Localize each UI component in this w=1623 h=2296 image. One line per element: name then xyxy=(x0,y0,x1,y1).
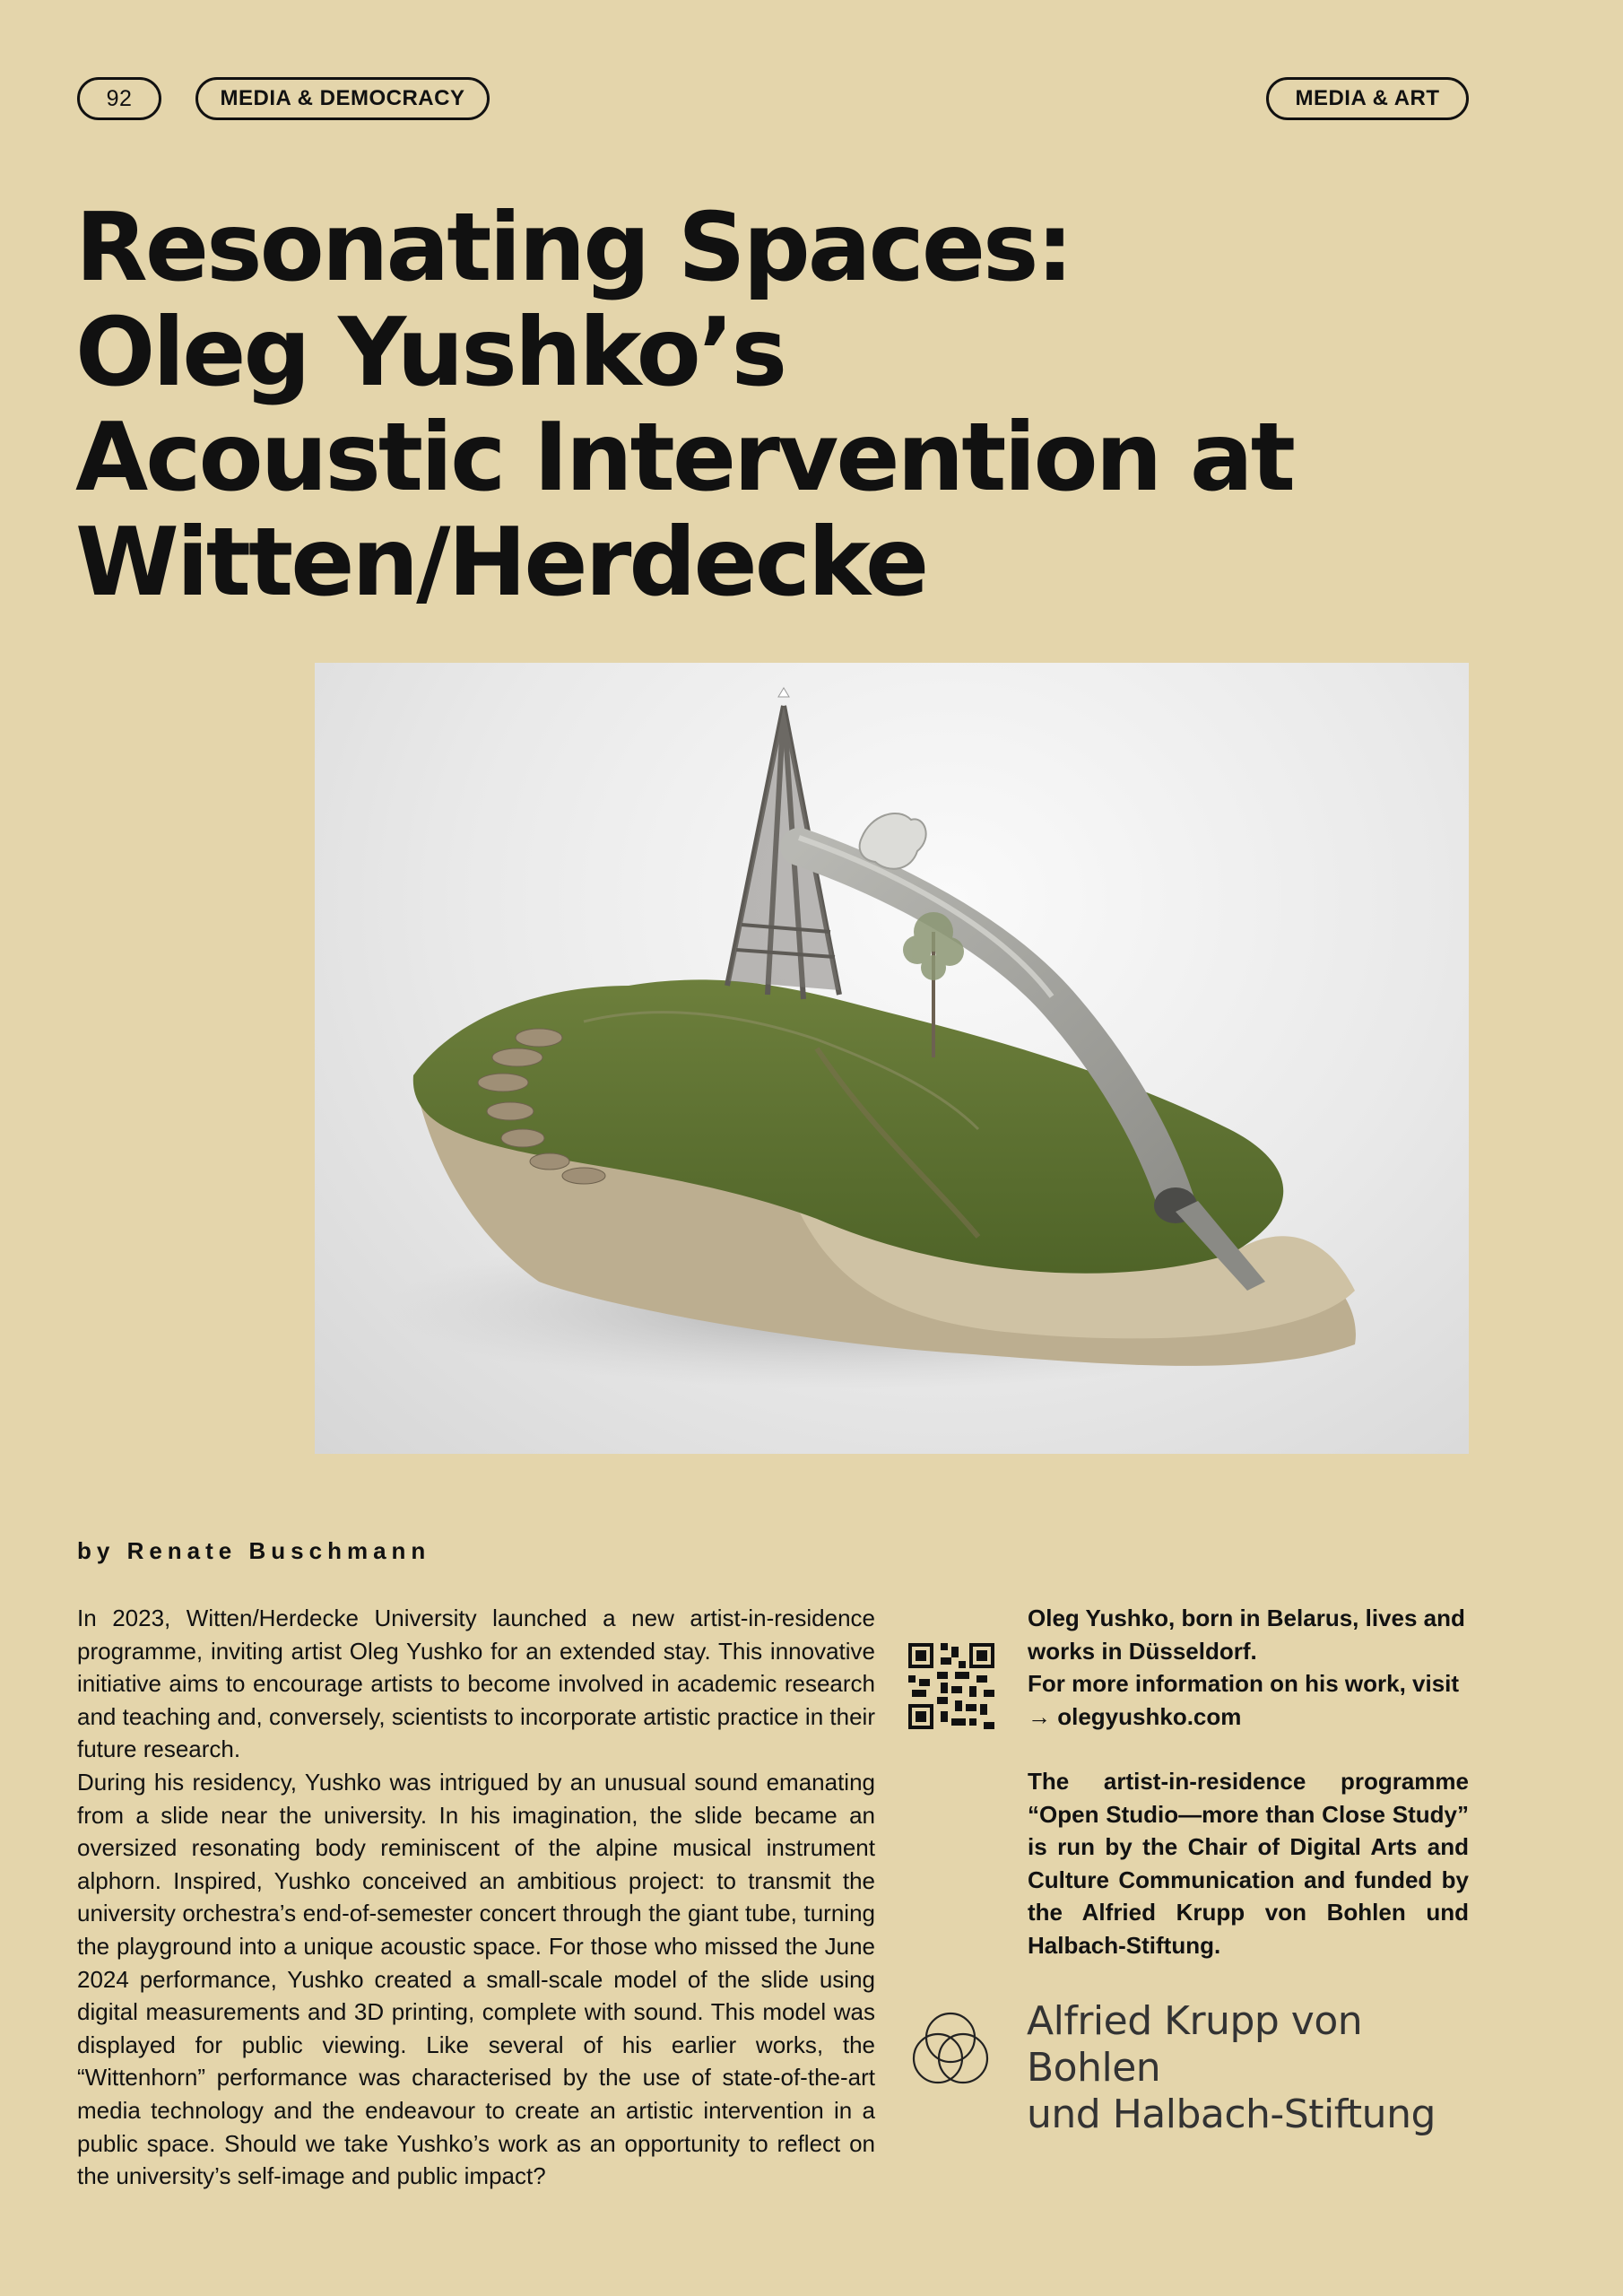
section-tag-media-democracy[interactable]: MEDIA & DEMOCRACY xyxy=(195,77,490,120)
artist-website-link[interactable]: → olegyushko.com xyxy=(1028,1702,1242,1730)
programme-info xyxy=(1028,1765,1469,1962)
title-line-1: Resonating Spaces: xyxy=(75,193,1072,302)
artist-bio: Oleg Yushko, born in Belarus, lives and works in Düsseldorf. xyxy=(1028,1605,1465,1665)
page-number: 92 xyxy=(77,77,161,120)
article-title xyxy=(75,193,1420,617)
qr-code-icon[interactable] xyxy=(908,1643,994,1729)
section-tag-media-art[interactable]: MEDIA & ART xyxy=(1266,77,1469,120)
foundation-name xyxy=(1027,1998,1493,2138)
foundation-name-line-2: und Halbach-Stiftung xyxy=(1027,2092,1436,2137)
byline: by Renate Buschmann xyxy=(77,1537,431,1564)
artist-info xyxy=(1028,1602,1469,1733)
body-paragraph-2: During his residency, Yushko was intrigued by an unusual sound emanating from a slide near the university. In his imagination, the slide became an oversized resonating body reminiscent of the alpine musical instrument alphorn. Inspired, Yushko conceived an ambitious project: to transmit the university orchestra’s end-of-semester concert through the giant tube, turning the playground into a unique acoustic space. For those who missed the June 2024 performance, Yushko created a small-scale model of the slide using digital measurements and 3D printing, complete with sound. This model was displayed for public viewing. Like several of his earlier works, the “Wittenhorn” performance was characterised by the use of state-of-the-art media technology and the endeavour to create an artistic intervention in a public space. Should we take Yushko’s work as an opportunity to reflect on the university’s self-image and public impact? xyxy=(77,1768,875,2190)
body-paragraph-1: In 2023, Witten/Herdecke University launched a new artist-in-residence programme, inviting artist Oleg Yushko for an extended stay. This innovative initiative aims to encourage artists to become involved in academic research and teaching and, conversely, scientists to incorporate artistic practice in their future research. xyxy=(77,1605,875,1763)
three-rings-logo-icon xyxy=(906,2002,1036,2092)
foundation-name-line-1: Alfried Krupp von Bohlen xyxy=(1027,1998,1363,2091)
slide-model-photo xyxy=(315,663,1469,1454)
title-line-4: Witten/Herdecke xyxy=(75,508,927,617)
title-line-2: Oleg Yushko’s xyxy=(75,298,785,407)
more-info-text: For more information on his work, visit xyxy=(1028,1670,1460,1698)
article-body xyxy=(77,1602,875,2193)
programme-text: The artist-in-residence programme “Open Studio—more than Close Study” is run by the Chair of Digital Arts and Culture Communication and funded by the Alfried Krupp von Bohlen und Halbach-Stiftung. xyxy=(1028,1768,1469,1959)
title-line-3: Acoustic Intervention at xyxy=(75,403,1293,512)
